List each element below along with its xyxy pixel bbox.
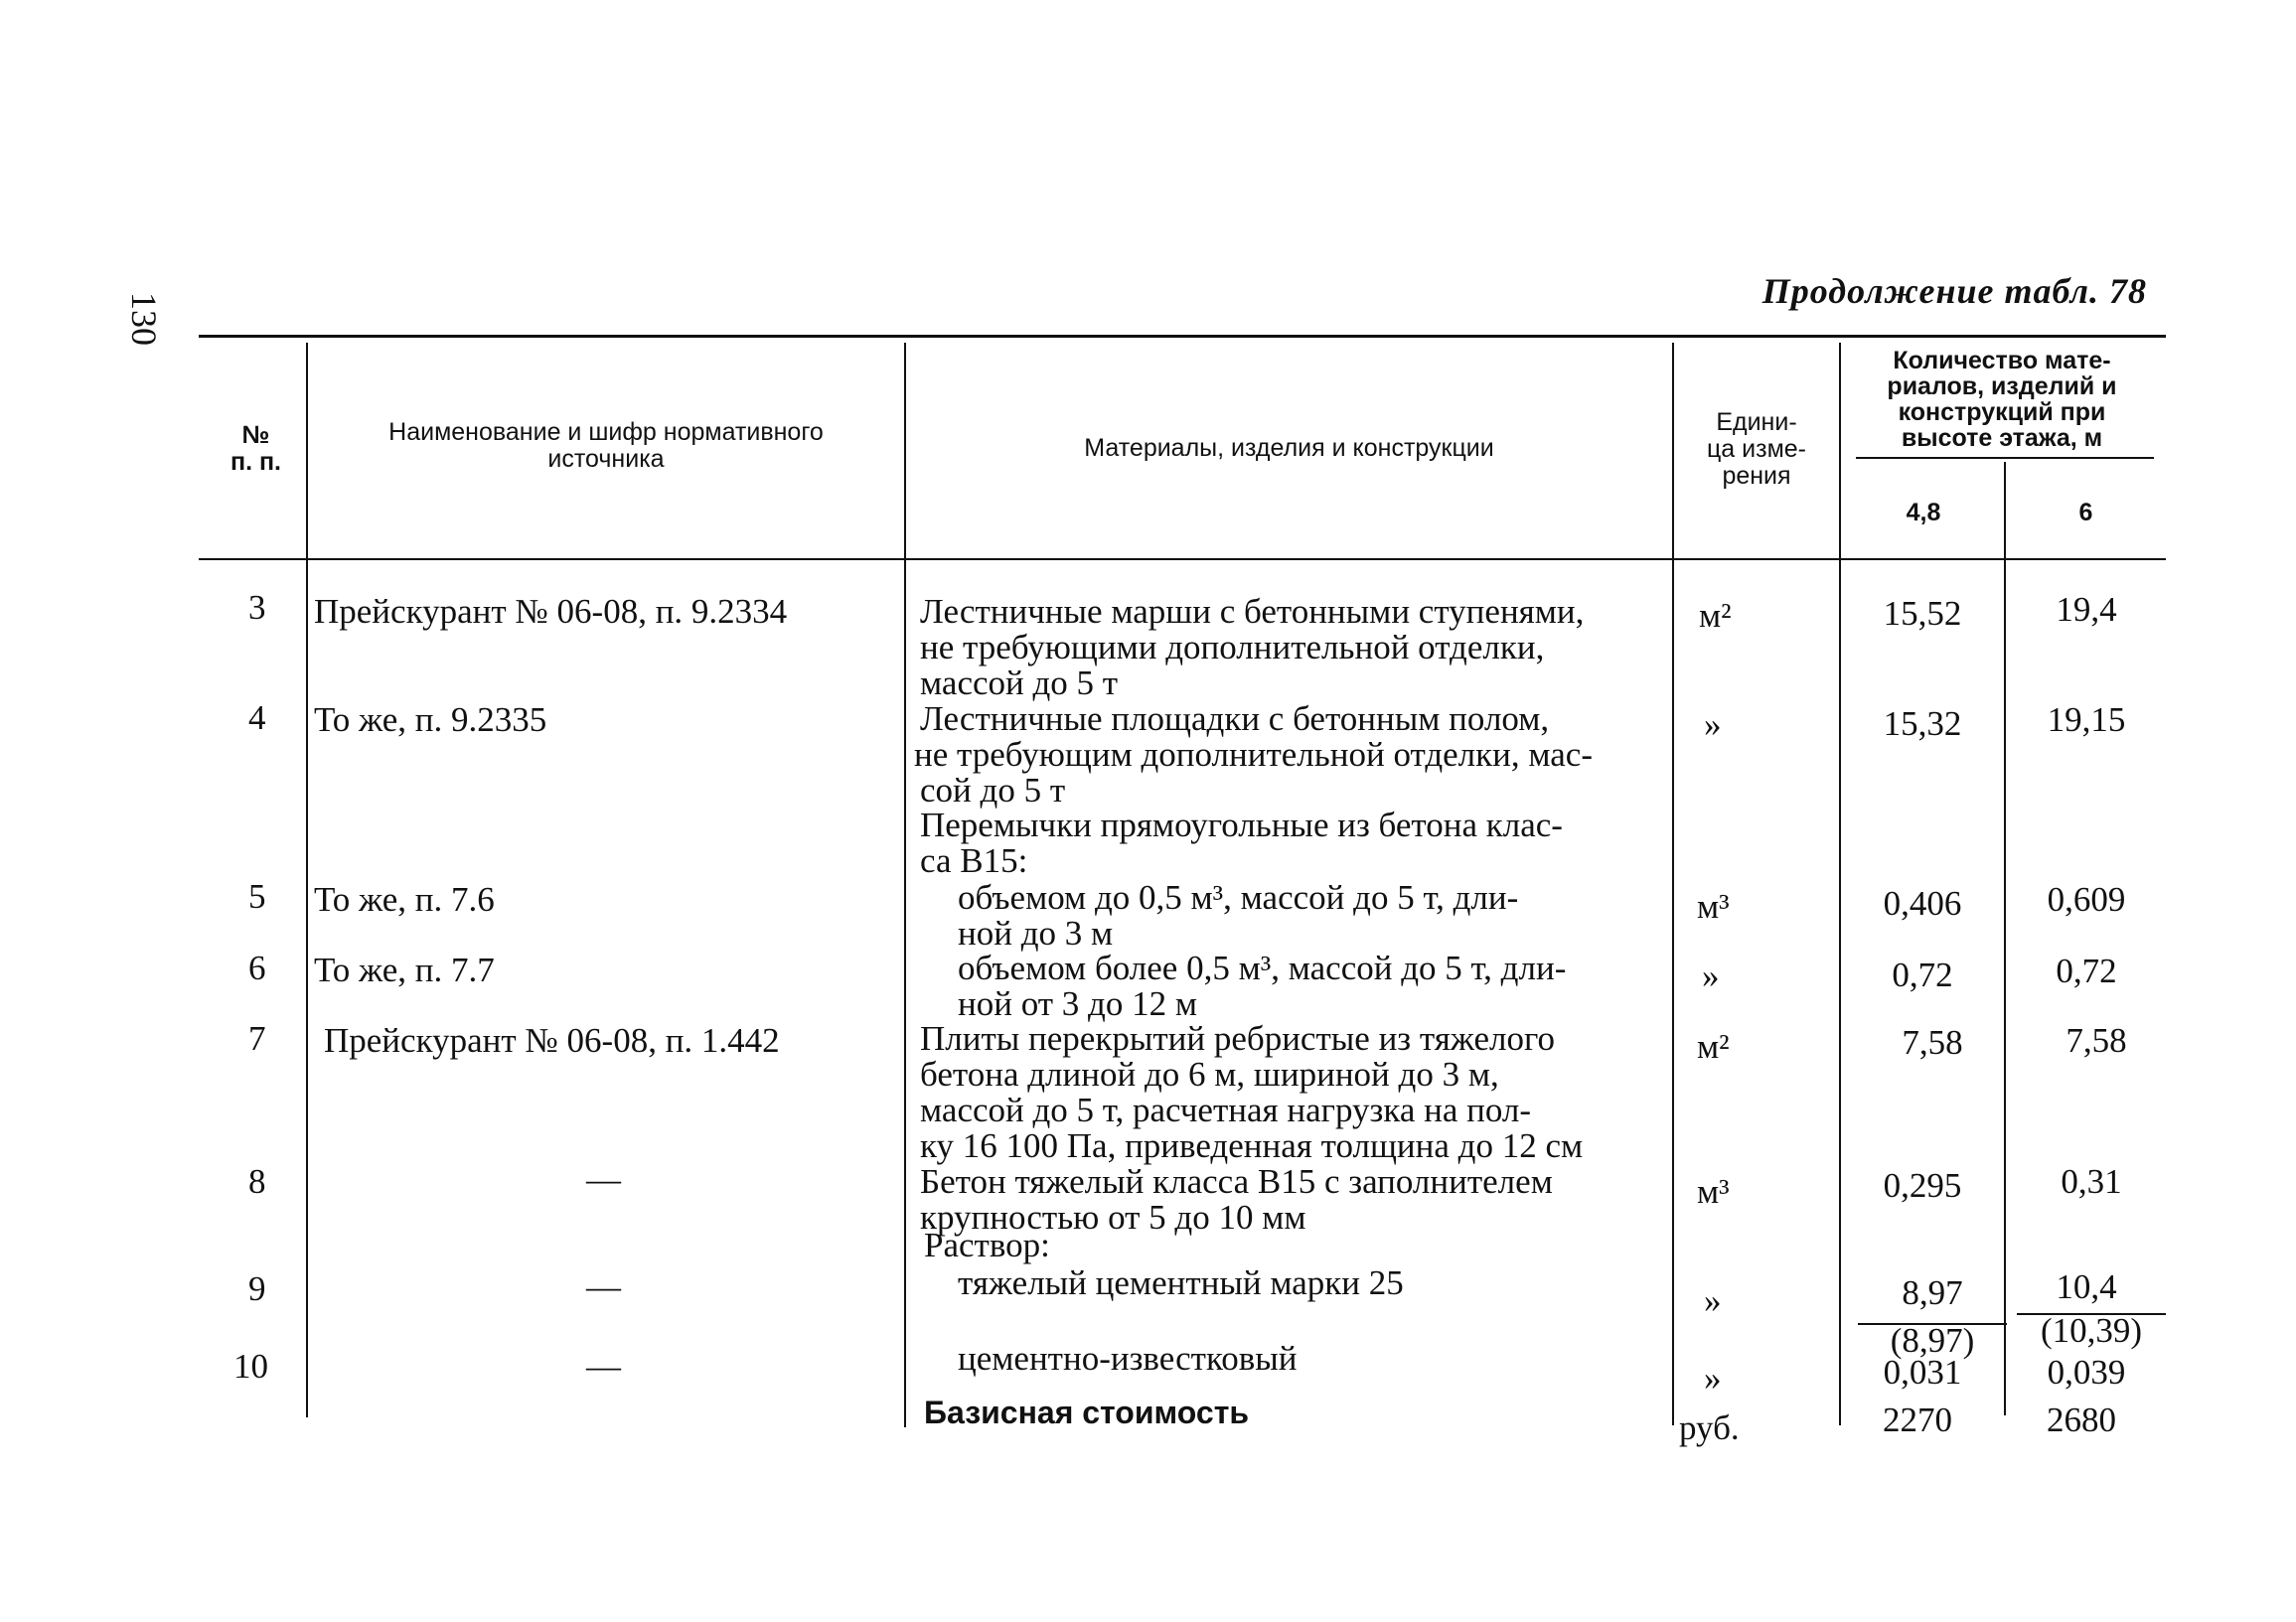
header-bottom-rule: [199, 558, 2166, 560]
row-8-material-line2: крупностью от 5 до 10 мм: [920, 1198, 1306, 1237]
row-10-material: цементно-известковый: [958, 1339, 1298, 1378]
row-5-material-line2: ной до 3 м: [958, 914, 1114, 953]
header-quantity-line3: конструкций при: [1898, 398, 2106, 426]
mortar-group-heading: Раствор:: [924, 1226, 1050, 1264]
row-9-value-4-8: 8,97: [1902, 1273, 1963, 1312]
row-7-value-6: 7,58: [2066, 1021, 2127, 1060]
base-cost-value-4-8: 2270: [1883, 1401, 1952, 1439]
row-8-unit: м³: [1697, 1172, 1730, 1211]
base-cost-unit: руб.: [1679, 1408, 1740, 1447]
header-no: [209, 422, 303, 476]
row-7-materials: [920, 1021, 1583, 1164]
row-4-value-6: 19,15: [2047, 700, 2126, 739]
row-4-unit: »: [1704, 705, 1722, 744]
row-9-value-6-paren: (10,39): [2040, 1311, 2143, 1350]
header-source-line2: источника: [547, 445, 665, 473]
row-10-value-6: 0,039: [2047, 1353, 2126, 1392]
row-5-material-line1: объемом до 0,5 м³, массой до 5 т, дли-: [958, 878, 1519, 917]
header-no-line2: п. п.: [230, 448, 282, 476]
header-height-6: 6: [2078, 499, 2093, 526]
lintel-heading-line2: са В15:: [920, 841, 1028, 880]
row-10-value-4-8: 0,031: [1883, 1353, 1962, 1392]
row-9-material: тяжелый цементный марки 25: [958, 1263, 1404, 1302]
row-3-source: Прейскурант № 06-08, п. 9.2334: [314, 592, 788, 631]
base-cost-value-6: 2680: [2047, 1401, 2116, 1439]
row-6-unit: »: [1702, 957, 1720, 995]
row-7-material-line3: массой до 5 т, расчетная нагрузка на пол-: [920, 1091, 1532, 1129]
row-9-value-4-8-paren: (8,97): [1890, 1321, 1975, 1360]
row-7-material-line4: ку 16 100 Па, приведенная толщина до 12 см: [920, 1126, 1584, 1165]
row-7-no: 7: [248, 1019, 266, 1058]
row-9-no: 9: [248, 1269, 266, 1308]
col-divider-1: [306, 343, 308, 1417]
row-10-source: —: [586, 1347, 621, 1386]
row-8-value-6: 0,31: [2061, 1162, 2122, 1201]
row-6-material-line2: ной от 3 до 12 м: [958, 984, 1198, 1023]
row-4-material-line3: сой до 5 т: [920, 771, 1066, 810]
row-4-material-line2: не требующим дополнительной отделки, мас-: [914, 735, 1593, 774]
row-10-no: 10: [233, 1347, 268, 1386]
page-number: 130: [124, 292, 164, 346]
row-6-value-6: 0,72: [2056, 952, 2117, 990]
header-materials: Материалы, изделия и конструкции: [1084, 434, 1494, 462]
row-7-value-4-8: 7,58: [1902, 1023, 1963, 1062]
table-continuation-label: Продолжение табл. 78: [1761, 271, 2147, 311]
row-9-source: —: [586, 1267, 621, 1306]
header-source: [313, 419, 899, 473]
row-4-value-4-8: 15,32: [1883, 704, 1962, 743]
row-9-value-6: 10,4: [2056, 1267, 2117, 1306]
header-quantity-line4: высоте этажа, м: [1901, 424, 2103, 452]
col-divider-4: [1839, 343, 1841, 1425]
row-4-materials: [914, 699, 1593, 810]
header-unit: [1677, 409, 1836, 490]
row-8-value-4-8: 0,295: [1883, 1166, 1962, 1205]
header-quantity: [1844, 348, 2160, 451]
row-5-no: 5: [248, 877, 266, 916]
row-8-source: —: [586, 1160, 621, 1199]
row-5-value-4-8: 0,406: [1883, 884, 1962, 923]
row-3-value-6: 19,4: [2056, 590, 2117, 629]
col-divider-2: [904, 343, 906, 1427]
row-7-unit: м²: [1697, 1027, 1730, 1066]
row-4-source: То же, п. 9.2335: [314, 700, 547, 739]
row-6-materials: [920, 951, 1566, 1022]
row-5-value-6: 0,609: [2047, 880, 2126, 919]
base-cost-label: Базисная стоимость: [924, 1395, 1250, 1430]
header-unit-line3: рения: [1722, 462, 1791, 490]
row-10-unit: »: [1704, 1359, 1722, 1398]
row-8-material-line1: Бетон тяжелый класса В15 с заполнителем: [920, 1162, 1553, 1201]
row-4-material-line1: Лестничные площадки с бетонным полом,: [920, 699, 1550, 738]
row-6-material-line1: объемом более 0,5 м³, массой до 5 т, дли-: [958, 949, 1567, 987]
row-4-no: 4: [248, 698, 266, 737]
row-3-value-4-8: 15,52: [1883, 594, 1962, 633]
row-3-material-line2: не требующими дополнительной отделки,: [920, 628, 1545, 666]
row-3-no: 3: [248, 588, 266, 627]
row-3-unit: м²: [1699, 596, 1732, 635]
header-unit-line1: Едини-: [1716, 408, 1797, 436]
lintel-heading-line1: Перемычки прямоугольные из бетона клас-: [920, 806, 1563, 844]
row-7-source: Прейскурант № 06-08, п. 1.442: [324, 1021, 780, 1060]
row-5-source: То же, п. 7.6: [314, 880, 495, 919]
quantity-subheader-rule: [1856, 457, 2154, 459]
row-5-materials: [920, 880, 1518, 952]
header-height-4-8: 4,8: [1906, 499, 1941, 526]
row-6-no: 6: [248, 949, 266, 987]
row-3-material-line1: Лестничные марши с бетонными ступенями,: [920, 592, 1585, 631]
row-7-material-line1: Плиты перекрытий ребристые из тяжелого: [920, 1019, 1556, 1058]
lintel-group-heading: [920, 808, 1563, 879]
row-8-no: 8: [248, 1162, 266, 1201]
col-divider-5: [2004, 462, 2006, 1415]
row-9-unit: »: [1704, 1281, 1722, 1320]
table-top-rule: [199, 335, 2166, 338]
header-quantity-line1: Количество мате-: [1893, 347, 2111, 374]
row-6-value-4-8: 0,72: [1892, 956, 1953, 994]
header-unit-line2: ца изме-: [1706, 435, 1806, 463]
header-source-line1: Наименование и шифр нормативного: [388, 418, 824, 446]
row-7-material-line2: бетона длиной до 6 м, шириной до 3 м,: [920, 1055, 1499, 1094]
row-6-source: То же, п. 7.7: [314, 951, 495, 989]
row-3-material-line3: массой до 5 т: [920, 664, 1119, 702]
header-quantity-line2: риалов, изделий и: [1887, 372, 2117, 400]
row-5-unit: м³: [1697, 887, 1730, 926]
header-no-line1: №: [241, 421, 270, 449]
col-divider-3: [1672, 343, 1674, 1425]
row-3-materials: [920, 594, 1584, 701]
